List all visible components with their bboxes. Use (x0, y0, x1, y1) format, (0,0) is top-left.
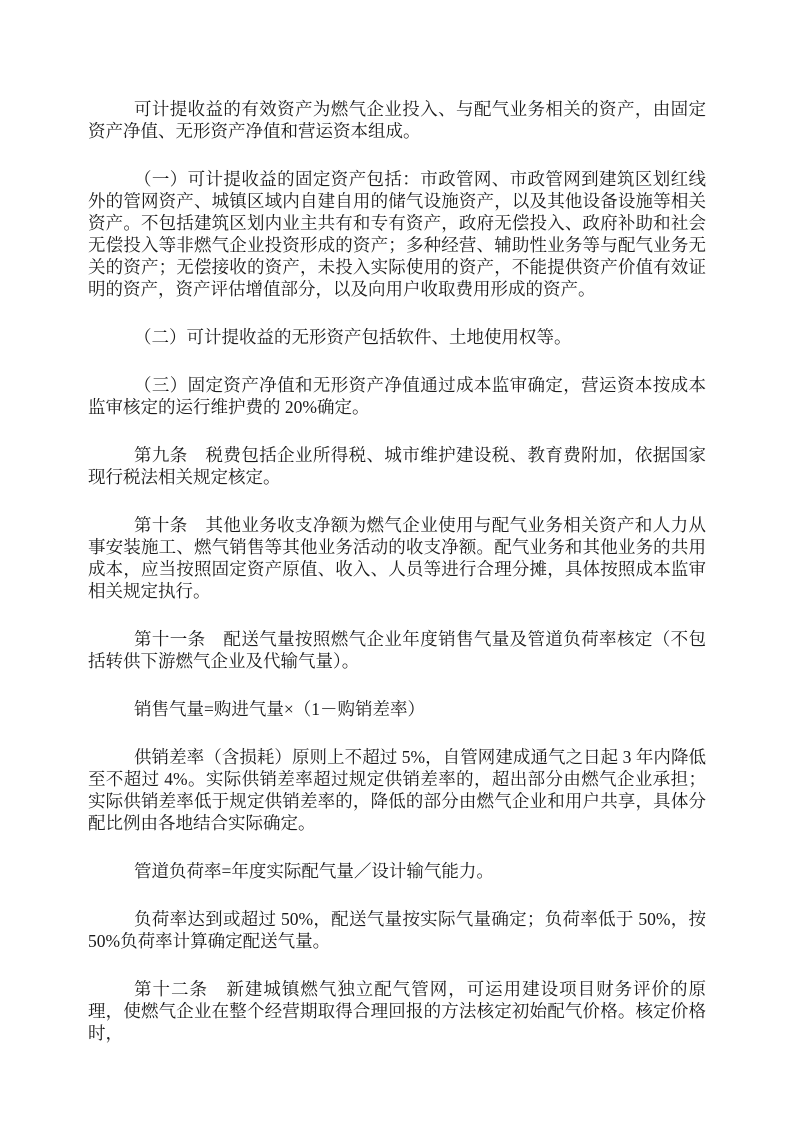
article-12: 第十二条 新建城镇燃气独立配气管网，可运用建设项目财务评价的原理，使燃气企业在整个经营期取得合理回报的方法核定初始配气价格。核定价格时， (88, 979, 706, 1043)
paragraph-load-rate-rule: 负荷率达到或超过 50%，配送气量按实际气量确定；负荷率低于 50%，按 50%负荷率计算确定配送气量。 (88, 909, 706, 951)
list-item-1-fixed-assets: （一）可计提收益的固定资产包括：市政管网、市政管网到建筑区划红线外的管网资产、城镇区域内自建自用的储气设施资产，以及其他设备设施等相关资产。不包括建筑区划内业主共有和专有资产，政府无偿投入、政府补助和社会无偿投入等非燃气企业投资形成的资产；多种经营、辅助性业务等与配气业务无关的资产；无偿接收的资产，未投入实际使用的资产，不能提供资产价值有效证明的资产，资产评估增值部分，以及向用户收取费用形成的资产。 (88, 169, 706, 299)
formula-pipeline-load-rate: 管道负荷率=年度实际配气量／设计输气能力。 (134, 861, 494, 881)
list-item-3-net-value: （三）固定资产净值和无形资产净值通过成本监审确定，营运资本按成本监审核定的运行维护费的 20%确定。 (88, 375, 706, 417)
article-10: 第十条 其他业务收支净额为燃气企业使用与配气业务相关资产和人力从事安装施工、燃气销售等其他业务活动的收支净额。配气业务和其他业务的共用成本，应当按照固定资产原值、收入、人员等进行合理分摊，具体按照成本监审相关规定执行。 (88, 515, 706, 601)
paragraph-effective-assets: 可计提收益的有效资产为燃气企业投入、与配气业务相关的资产，由固定资产净值、无形资产净值和营运资本组成。 (88, 99, 706, 141)
formula-sales-volume: 销售气量=购进气量×（1－购销差率） (134, 699, 425, 719)
article-11: 第十一条 配送气量按照燃气企业年度销售气量及管道负荷率核定（不包括转供下游燃气企业及代输气量）。 (88, 629, 706, 671)
article-9: 第九条 税费包括企业所得税、城市维护建设税、教育费附加，依据国家现行税法相关规定核定。 (88, 445, 706, 487)
paragraph-supply-sales-gap: 供销差率（含损耗）原则上不超过 5%，自管网建成通气之日起 3 年内降低至不超过 4%。实际供销差率超过规定供销差率的，超出部分由燃气企业承担；实际供销差率低于规定供销差率的，降低的部分由燃气企业和用户共享，具体分配比例由各地结合实际确定。 (88, 747, 706, 833)
list-item-2-intangible-assets: （二）可计提收益的无形资产包括软件、土地使用权等。 (134, 327, 572, 347)
